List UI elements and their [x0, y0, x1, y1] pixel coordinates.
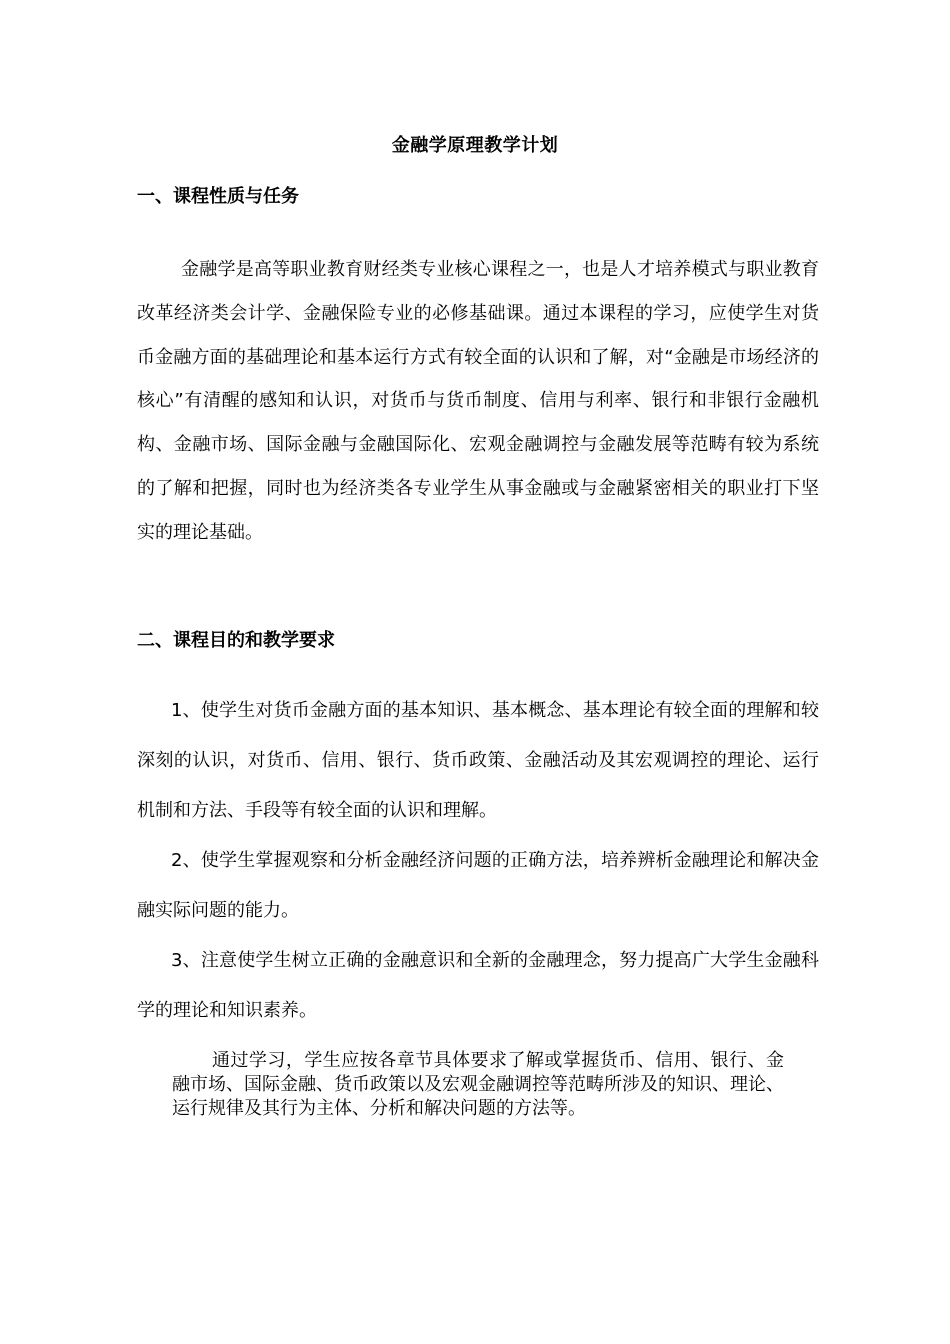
section-heading-course-nature: 一、课程性质与任务: [137, 186, 299, 207]
document-title: 金融学原理教学计划: [391, 135, 559, 156]
objective-item-1: 1、使学生对货币金融方面的基本知识、基本概念、基本理论有较全面的理解和较深刻的认识，对货币、信用、银行、货币政策、金融活动及其宏观调控的理论、运行机制和方法、手段等有较全面的认识和理解。: [137, 700, 819, 821]
closing-paragraph: 通过学习，学生应按各章节具体要求了解或掌握货币、信用、银行、金融市场、国际金融、货币政策以及宏观金融调控等范畴所涉及的知识、理论、运行规律及其行为主体、分析和解决问题的方法等。: [172, 1050, 784, 1119]
course-nature-paragraph: 金融学是高等职业教育财经类专业核心课程之一，也是人才培养模式与职业教育改革经济类会计学、金融保险专业的必修基础课。通过本课程的学习，应使学生对货币金融方面的基础理论和基本运行方式有较全面的认识和了解，对“金融是市场经济的核心”有清醒的感知和认识，对货币与货币制度、信用与利率、银行和非银行金融机构、金融市场、国际金融与金融国际化、宏观金融调控与金融发展等范畴有较为系统的了解和把握，同时也为经济类各专业学生从事金融或与金融紧密相关的职业打下坚实的理论基础。: [137, 259, 819, 543]
section-heading-course-objectives: 二、课程目的和教学要求: [137, 630, 335, 651]
objective-item-3: 3、注意使学生树立正确的金融意识和全新的金融理念，努力提高广大学生金融科学的理论和知识素养。: [137, 950, 819, 1021]
objective-item-2: 2、使学生掌握观察和分析金融经济问题的正确方法，培养辨析金融理论和解决金融实际问题的能力。: [137, 850, 819, 921]
